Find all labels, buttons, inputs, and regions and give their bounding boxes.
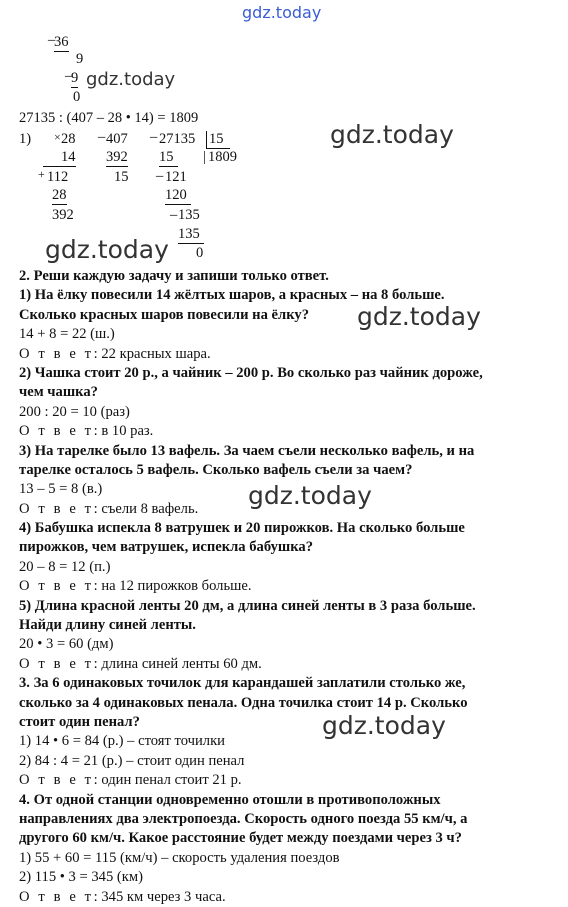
problem-5-solution: 20 • 3 = 60 (дм) (19, 636, 114, 653)
quotient: 9 (76, 51, 84, 67)
watermark: gdz.today (322, 711, 446, 740)
problem-5-question: Найди длину синей ленты. (19, 617, 196, 634)
partial-2: 28 (52, 187, 67, 203)
task3-step: 1) 14 • 6 = 84 (р.) – стоят точилки (19, 733, 225, 750)
problem-1-solution: 14 + 8 = 22 (ш.) (19, 326, 115, 343)
item-number: 1) (19, 131, 32, 147)
plus-sign: + (38, 167, 45, 181)
answer-text: : в 10 раз. (93, 423, 154, 440)
watermark: gdz.today (45, 235, 169, 264)
minus-sign: _ (150, 124, 158, 140)
watermark: gdz.today (330, 120, 454, 149)
step-2: 121 (165, 169, 187, 185)
problem-2-solution: 200 : 20 = 10 (раз) (19, 403, 130, 420)
problem-5-question: 5) Длина красной ленты 20 дм, а длина синей ленты в 3 раза больше. (19, 597, 476, 614)
divisor: 15 (206, 131, 230, 149)
step-3: 120 (165, 187, 191, 205)
answer-label: О т в е т (19, 888, 94, 905)
dividend: 27135 (159, 131, 196, 147)
subtrahend: 9 (71, 70, 79, 86)
problem-1-question: 1) На ёлку повесили 14 жёлтых шаров, а красных – на 8 больше. (19, 287, 445, 304)
answer-label: О т в е т (19, 423, 94, 440)
answer-text: : 345 км через 3 часа. (93, 888, 226, 905)
problem-4-question: 4) Бабушка испекла 8 ватрушек и 20 пирожков. На сколько больше (19, 520, 465, 537)
minus-sign: _ (170, 202, 178, 218)
task4-question: 4. От одной станции одновременно отошли в противоположных (19, 791, 441, 808)
factor-2: 14 (43, 149, 76, 167)
task4-question: другого 60 км/ч. Какое расстояние будет между поездами через 3 ч? (19, 830, 462, 847)
task3-question: стоит один пенал? (19, 713, 140, 730)
task-text (19, 267, 559, 907)
minuend: 407 (106, 131, 128, 147)
task4-step: 1) 55 + 60 = 115 (км/ч) – скорость удаления поездов (19, 849, 340, 866)
step-1: 15 (159, 149, 178, 167)
task4-step: 2) 115 • 3 = 345 (км) (19, 869, 143, 886)
problem-5-answer (19, 655, 559, 674)
answer-label: О т в е т (19, 500, 94, 517)
watermark-top: gdz.today (242, 3, 322, 22)
answer-text: : на 12 пирожков больше. (93, 578, 252, 595)
answer-label: О т в е т (19, 345, 94, 362)
task3-answer (19, 771, 559, 790)
subtrahend: 392 (106, 149, 128, 165)
watermark: gdz.today (357, 302, 481, 331)
watermark: gdz.today (86, 69, 176, 90)
product: 392 (52, 207, 74, 223)
problem-4-answer (19, 577, 559, 596)
task3-step: 2) 84 : 4 = 21 (р.) – стоит один пенал (19, 752, 245, 769)
answer-text: : 22 красных шара. (93, 345, 211, 362)
problem-2-question: 2) Чашка стоит 20 р., а чайник – 200 р. Во сколько раз чайник дороже, (19, 364, 483, 381)
problem-3-question: тарелке осталось 5 вафель. Сколько вафель съели за чаем? (19, 461, 413, 478)
task2-heading: 2. Реши каждую задачу и запиши только ответ. (19, 268, 329, 284)
problem-1-answer (19, 345, 559, 364)
answer-text: : один пенал стоит 21 р. (93, 772, 242, 789)
answer-label: О т в е т (19, 655, 94, 672)
watermark: gdz.today (248, 481, 372, 510)
difference: 15 (114, 169, 129, 185)
problem-2-answer (19, 422, 559, 441)
task3-question: 3. За 6 одинаковых точилок для карандашей заплатили столько же, (19, 675, 466, 692)
problem-3-answer (19, 500, 559, 519)
minus-sign: _ (98, 124, 106, 140)
partial-1: 112 (47, 169, 69, 185)
problem-4-question: пирожков, чем ватрушек, испекла бабушка? (19, 539, 313, 556)
remainder: 0 (196, 245, 204, 261)
expression: 27135 : (407 – 28 • 14) = 1809 (19, 110, 199, 126)
task4-question: направлениях два электропоезда. Скорость одного поезда 55 км/ч, а (19, 810, 468, 827)
task3-question: сколько за 4 одинаковых пенала. Одна точилка стоит 14 р. Сколько (19, 694, 468, 711)
answer-text: : длина синей ленты 60 дм. (93, 655, 262, 672)
task4-answer (19, 888, 559, 907)
step-5: 135 (178, 226, 204, 244)
problem-2-question: чем чашка? (19, 384, 98, 401)
answer-text: : съели 8 вафель. (93, 500, 199, 517)
minus-sign: _ (65, 63, 73, 79)
answer-label: О т в е т (19, 578, 94, 595)
problem-3-question: 3) На тарелке было 13 вафель. За чаем съели несколько вафель, и на (19, 442, 475, 459)
minus-sign: _ (48, 27, 56, 43)
quotient-bar: | (203, 149, 206, 165)
problem-1-question: Сколько красных шаров повесили на ёлку? (19, 306, 309, 323)
times-sign: × (54, 130, 61, 144)
factor-1: 28 (61, 131, 76, 147)
answer-label: О т в е т (19, 772, 94, 789)
problem-3-solution: 13 – 5 = 8 (в.) (19, 481, 103, 498)
minus-sign: _ (156, 163, 164, 179)
step-4: 135 (178, 207, 200, 223)
dividend: 36 (54, 34, 69, 50)
quotient: 1809 (208, 149, 237, 165)
remainder: 0 (73, 89, 81, 105)
problem-4-solution: 20 – 8 = 12 (п.) (19, 558, 111, 575)
